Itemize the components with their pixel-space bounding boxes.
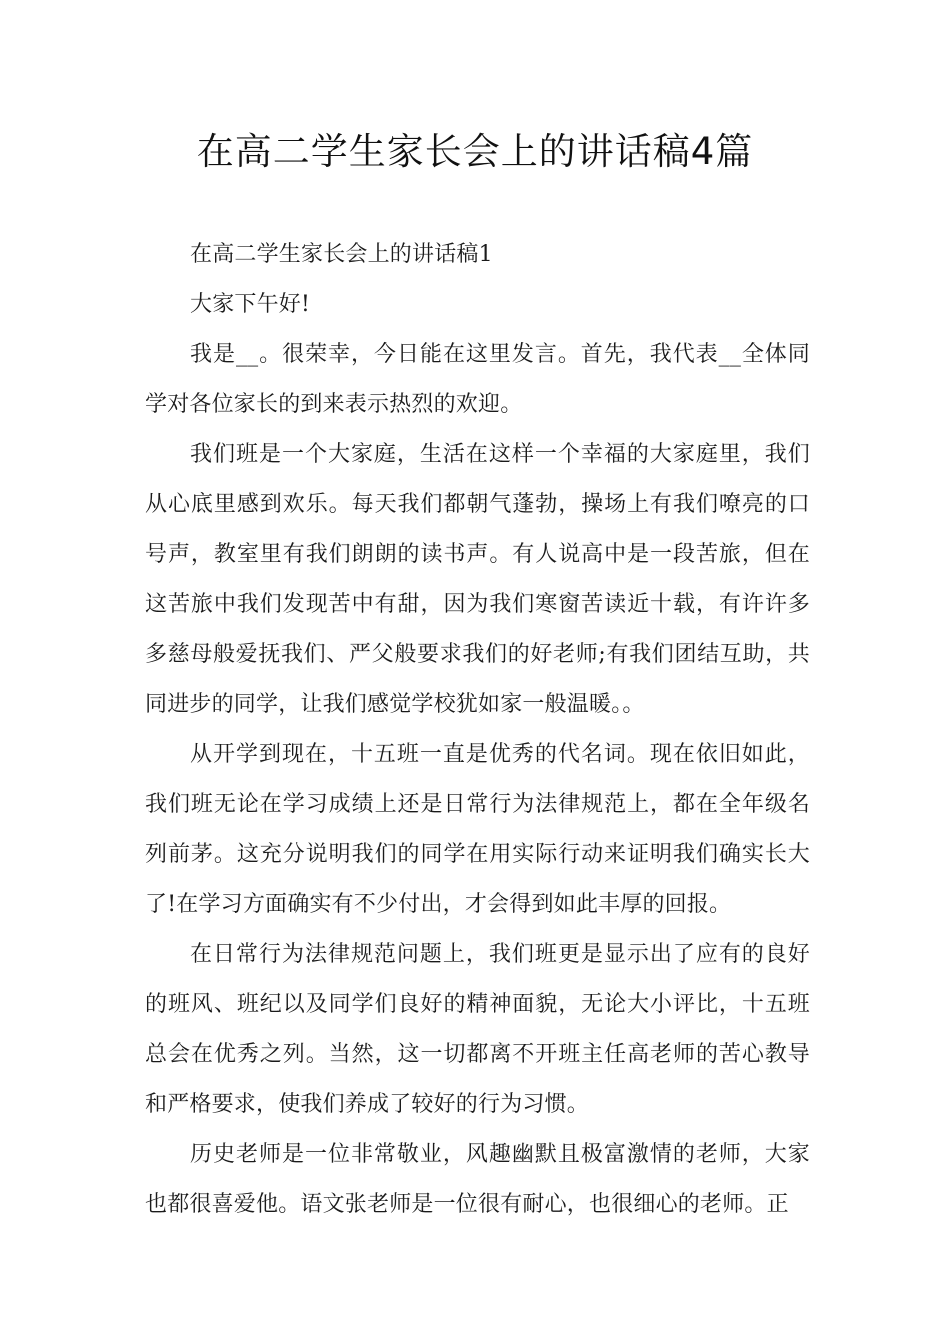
body-paragraph: 我是__。很荣幸，今日能在这里发言。首先，我代表__全体同学对各位家长的到来表示热烈的欢迎。 [145, 342, 810, 417]
document-title: 在高二学生家长会上的讲话稿4篇 [196, 130, 754, 173]
body-paragraph: 我们班是一个大家庭，生活在这样一个幸福的大家庭里，我们从心底里感到欢乐。每天我们都朝气蓬勃，操场上有我们嘹亮的口号声，教室里有我们朗朗的读书声。有人说高中是一段苦旅，但在这苦旅中我们发现苦中有甜，因为我们寒窗苦读近十载，有许许多多慈母般爱抚我们、严父般要求我们的好老师;有我们团结互助，共同进步的同学，让我们感觉学校犹如家一般温暖。。 [145, 442, 810, 717]
greeting-paragraph: 大家下午好! [190, 292, 311, 317]
body-paragraph: 历史老师是一位非常敬业，风趣幽默且极富激情的老师，大家也都很喜爱他。语文张老师是一位很有耐心，也很细心的老师。正 [145, 1142, 810, 1217]
subtitle-paragraph: 在高二学生家长会上的讲话稿1 [190, 242, 493, 267]
body-paragraph: 在日常行为法律规范问题上，我们班更是显示出了应有的良好的班风、班纪以及同学们良好的精神面貌，无论大小评比，十五班总会在优秀之列。当然，这一切都离不开班主任高老师的苦心教导和严格要求，使我们养成了较好的行为习惯。 [145, 942, 810, 1117]
body-paragraph: 从开学到现在，十五班一直是优秀的代名词。现在依旧如此，我们班无论在学习成绩上还是日常行为法律规范上，都在全年级名列前茅。这充分说明我们的同学在用实际行动来证明我们确实长大了!在学习方面确实有不少付出，才会得到如此丰厚的回报。 [145, 742, 810, 917]
document-body [145, 230, 810, 1230]
